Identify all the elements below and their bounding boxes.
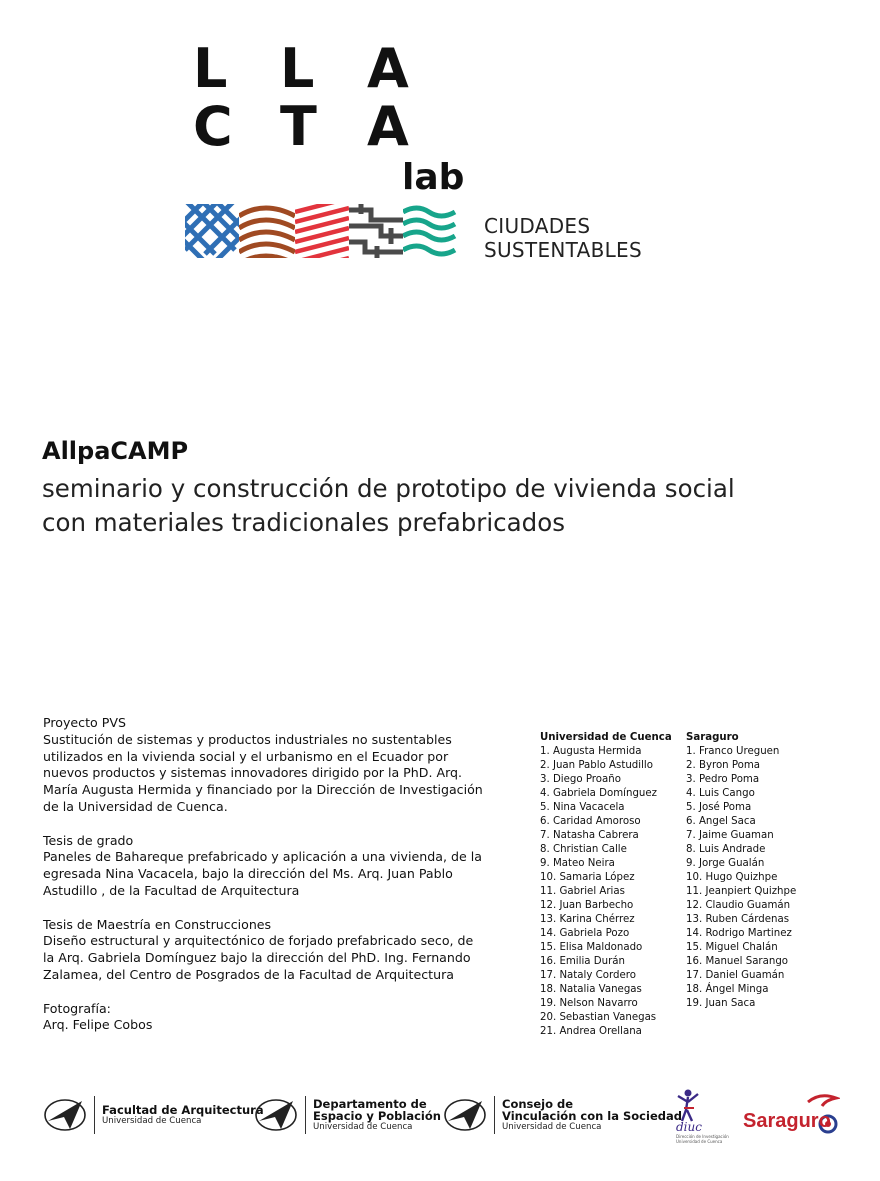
member-item: 13. Ruben Cárdenas xyxy=(686,914,790,925)
logo-row-1 xyxy=(193,37,454,100)
subtitle-line: con materiales tradicionales prefabricados xyxy=(42,508,565,537)
footer-name: Departamento de xyxy=(313,1096,427,1111)
member-item: 12. Juan Barbecho xyxy=(540,900,634,911)
member-item: 20. Sebastian Vanegas xyxy=(540,1012,657,1023)
member-item: 8. Luis Andrade xyxy=(686,844,766,855)
member-item: 19. Juan Saca xyxy=(686,998,756,1009)
logo-letter: A xyxy=(367,37,409,100)
member-item: 10. Hugo Quizhpe xyxy=(686,872,778,883)
member-item: 17. Daniel Guamán xyxy=(686,970,785,981)
member-item: 11. Gabriel Arias xyxy=(540,886,625,897)
member-item: 8. Christian Calle xyxy=(540,844,627,855)
member-item: 21. Andrea Orellana xyxy=(540,1026,642,1037)
logo-departamento xyxy=(253,1095,441,1135)
logo-row-2 xyxy=(193,95,454,158)
member-item: 10. Samaria López xyxy=(540,872,635,883)
footer-name: Espacio y Población xyxy=(313,1108,441,1123)
member-item: 5. Nina Vacacela xyxy=(540,802,625,813)
fotografia-section xyxy=(43,1001,483,1035)
section-text: Sustitución de sistemas y productos industriales no sustentables utilizados en la vivienda social y el urbanismo en el Ecuador por nuevos productos y sistemas innovadores dirigido por la PhD. Arq. María Augusta Hermida y financiado por la Dirección de Investigación de la Universidad de Cuenca. xyxy=(43,731,483,814)
list-heading: Saraguro xyxy=(686,732,739,743)
logo-letter: L xyxy=(193,37,228,100)
logo-letter: L xyxy=(280,37,315,100)
member-item: 7. Jaime Guaman xyxy=(686,830,774,841)
diuc-logo-text: diuc xyxy=(676,1120,702,1134)
member-item: 19. Nelson Navarro xyxy=(540,998,638,1009)
tagline-line: SUSTENTABLES xyxy=(484,238,642,262)
section-text: Diseño estructural y arquitectónico de forjado prefabricado seco, de la Arq. Gabriela Domínguez bajo la dirección del PhD. Ing. Fernando Zalamea, del Centro de Posgrados de la Facultad de Arquitectura xyxy=(43,933,474,982)
member-item: 2. Byron Poma xyxy=(686,760,761,771)
member-item: 2. Juan Pablo Astudillo xyxy=(540,760,653,771)
member-item: 14. Rodrigo Martinez xyxy=(686,928,792,939)
diuc-logo-sub: Dirección de Investigación Universidad de Cuenca xyxy=(676,1134,729,1144)
member-item: 14. Gabriela Pozo xyxy=(540,928,630,939)
section-heading: Tesis de grado xyxy=(43,832,134,848)
page-title: AllpaCAMP xyxy=(42,437,189,465)
university-seal-icon xyxy=(442,1095,488,1135)
section-text: Paneles de Bahareque prefabricado y aplicación a una vivienda, de la egresada Nina Vacacela, bajo la dirección del Ms. Arq. Juan Pablo Astudillo , de la Facultad de Arquitectura xyxy=(43,849,482,898)
footer-sub: Universidad de Cuenca xyxy=(502,1121,602,1132)
member-item: 18. Natalia Vanegas xyxy=(540,984,642,995)
member-item: 13. Karina Chérrez xyxy=(540,914,635,925)
footer-name: Facultad de Arquitectura xyxy=(102,1102,264,1117)
tesis-maestria-section xyxy=(43,917,483,984)
member-item: 16. Manuel Sarango xyxy=(686,956,789,967)
section-text: Arq. Felipe Cobos xyxy=(43,1017,153,1033)
project-info xyxy=(43,715,483,1051)
member-item: 18. Ángel Minga xyxy=(686,984,769,995)
list-heading: Universidad de Cuenca xyxy=(540,732,672,743)
section-heading: Tesis de Maestría en Construcciones xyxy=(43,916,272,932)
member-item: 6. Angel Saca xyxy=(686,816,756,827)
logo-consejo xyxy=(442,1095,682,1135)
uc-members xyxy=(540,731,672,1039)
section-heading: Fotografía: xyxy=(43,1000,111,1016)
member-item: 12. Claudio Guamán xyxy=(686,900,791,911)
diuc-figure-icon xyxy=(676,1088,702,1122)
member-item: 7. Natasha Cabrera xyxy=(540,830,639,841)
member-item: 3. Pedro Poma xyxy=(686,774,760,785)
proyecto-section xyxy=(43,715,483,816)
member-item: 6. Caridad Amoroso xyxy=(540,816,641,827)
member-item: 9. Jorge Gualán xyxy=(686,858,765,869)
tagline-line: CIUDADES xyxy=(484,214,591,238)
member-item: 4. Gabriela Domínguez xyxy=(540,788,657,799)
member-item: 11. Jeanpiert Quizhpe xyxy=(686,886,797,897)
member-item: 9. Mateo Neira xyxy=(540,858,615,869)
footer-sub: Universidad de Cuenca xyxy=(313,1121,413,1132)
footer-name: Vinculación con la Sociedad xyxy=(502,1108,682,1123)
member-item: 15. Miguel Chalán xyxy=(686,942,778,953)
section-heading: Proyecto PVS xyxy=(43,715,126,730)
logo-letter: T xyxy=(280,95,317,158)
university-seal-icon xyxy=(42,1095,88,1135)
logo-facultad-arquitectura xyxy=(42,1095,264,1135)
member-item: 4. Luis Cango xyxy=(686,788,755,799)
member-item: 16. Emilia Durán xyxy=(540,956,625,967)
university-seal-icon xyxy=(253,1095,299,1135)
member-list xyxy=(686,745,796,1011)
member-list xyxy=(540,745,672,1039)
logo-letter: A xyxy=(367,95,409,158)
saraguro-logo-text: Saraguro xyxy=(743,1110,831,1132)
logo-lab: lab xyxy=(402,157,465,198)
footer-name: Consejo de xyxy=(502,1096,574,1111)
subtitle-line: seminario y construcción de prototipo de vivienda social xyxy=(42,474,735,503)
page-subtitle xyxy=(42,472,842,540)
logo-letter: C xyxy=(193,95,233,158)
member-item: 1. Franco Ureguen xyxy=(686,746,780,757)
tesis-grado-section xyxy=(43,833,483,900)
footer-sub: Universidad de Cuenca xyxy=(102,1115,202,1126)
member-item: 17. Nataly Cordero xyxy=(540,970,636,981)
member-item: 15. Elisa Maldonado xyxy=(540,942,643,953)
member-item: 1. Augusta Hermida xyxy=(540,746,642,757)
member-item: 5. José Poma xyxy=(686,802,752,813)
woven-pattern-icon xyxy=(185,204,458,258)
tagline xyxy=(484,214,642,262)
member-item: 3. Diego Proaño xyxy=(540,774,621,785)
saraguro-members xyxy=(686,731,796,1011)
